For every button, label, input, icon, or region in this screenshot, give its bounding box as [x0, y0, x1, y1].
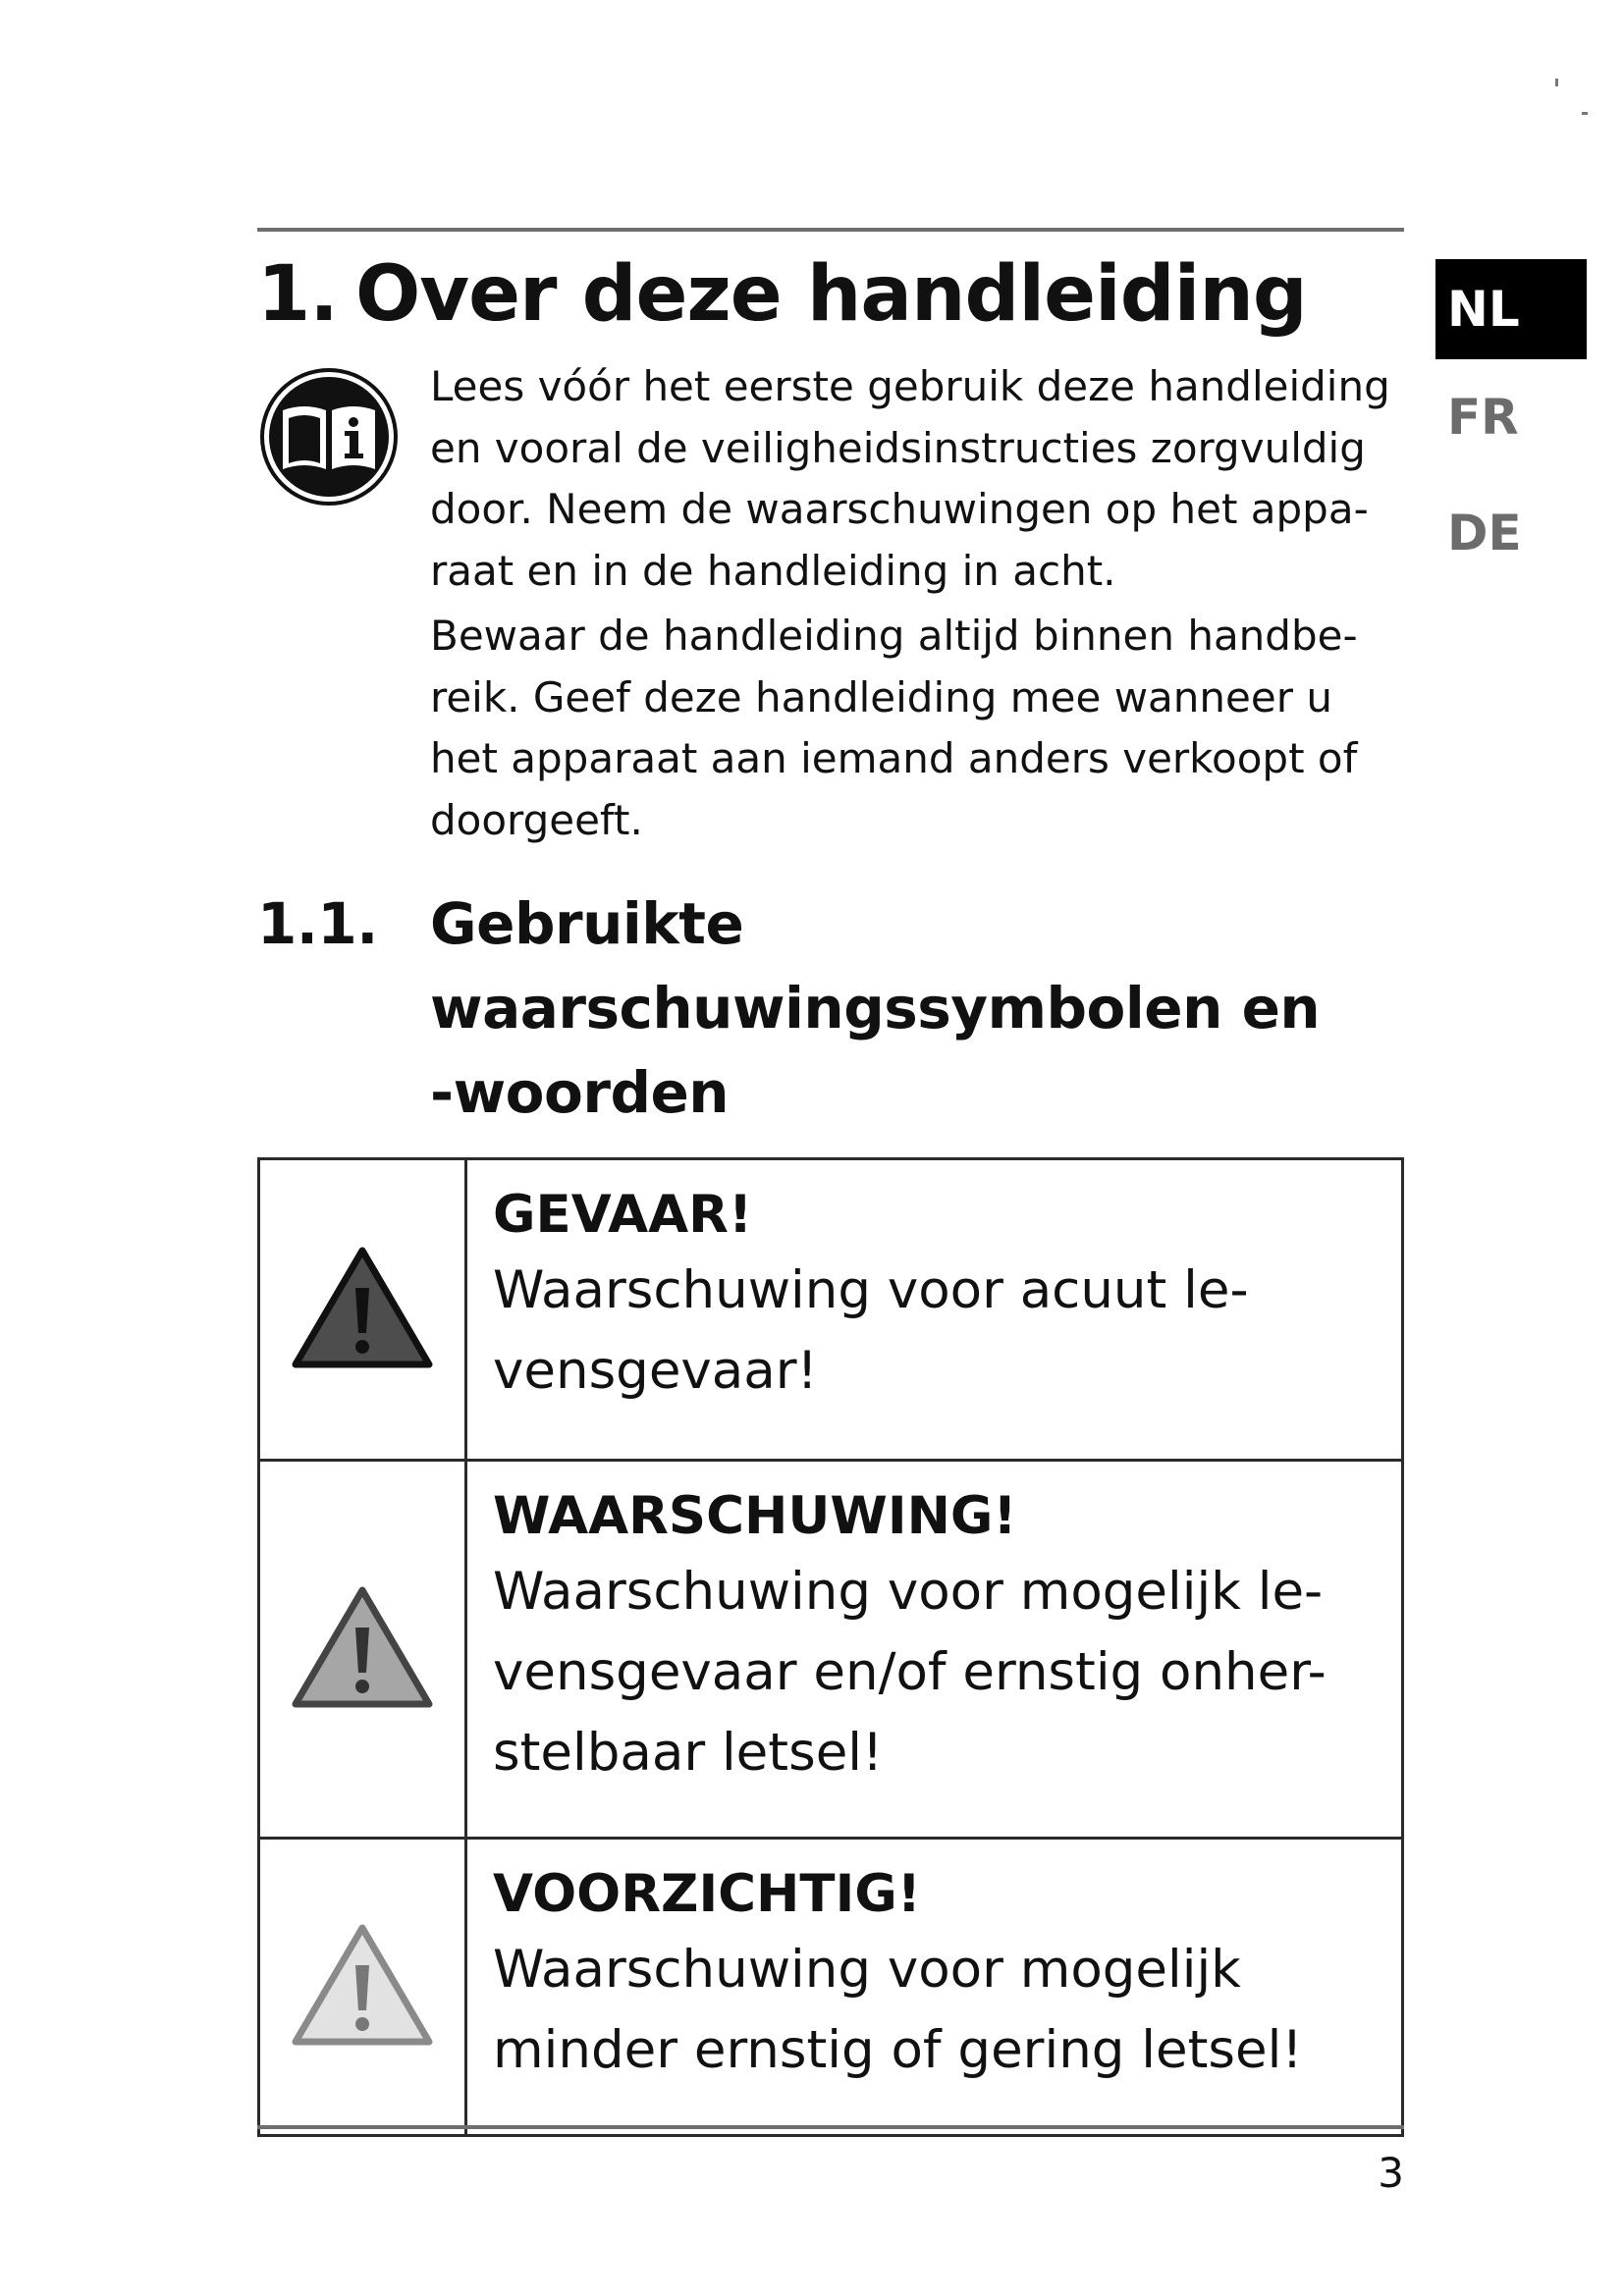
intro-line: raat en in de handleiding in acht. — [430, 546, 1116, 595]
warning-triangle-dark-icon — [291, 1245, 434, 1370]
intro-line: doorgeeft. — [430, 795, 643, 844]
warning-triangle-medium-icon — [291, 1584, 434, 1710]
scan-mark — [1555, 79, 1558, 86]
intro-line: het apparaat aan iemand anders verkoopt of — [430, 734, 1358, 782]
intro-line: en vooral de veiligheidsinstructies zorgvuldig — [430, 423, 1366, 472]
signal-description: Waarschuwing voor mogelijk le- vensgevaar en/of ernstig onher- stelbaar letsel! — [493, 1562, 1326, 1783]
scan-mark — [1582, 112, 1588, 115]
warning-icon-cell — [259, 1461, 466, 1839]
top-rule — [257, 228, 1404, 232]
section-heading — [257, 247, 1377, 342]
subsection-title-line: waarschuwingssymbolen en — [430, 975, 1321, 1041]
subsection-title-line: Gebruikte — [430, 890, 744, 957]
warning-text-cell — [466, 1839, 1403, 2136]
signal-word-caution: VOORZICHTIG! — [493, 1864, 921, 1924]
page-number: 3 — [1378, 2149, 1404, 2197]
bottom-rule — [257, 2125, 1404, 2129]
language-tab-fr[interactable]: FR — [1447, 389, 1519, 446]
signal-word-danger: GEVAAR! — [493, 1185, 753, 1245]
language-tab-nl[interactable]: NL — [1435, 259, 1587, 359]
signal-word-warning: WAARSCHUWING! — [493, 1486, 1017, 1546]
intro-line: reik. Geef deze handleiding mee wanneer u — [430, 672, 1332, 721]
language-tab-de[interactable]: DE — [1447, 505, 1522, 561]
warning-symbols-table — [257, 1157, 1404, 2137]
warning-text-cell — [466, 1159, 1403, 1461]
warning-icon-cell — [259, 1839, 466, 2136]
manual-info-icon — [259, 367, 399, 507]
signal-description: Waarschuwing voor acuut le- vensgevaar! — [493, 1260, 1249, 1401]
section-title: Over deze handleiding — [355, 250, 1307, 339]
warning-icon-cell — [259, 1159, 466, 1461]
warning-row-warning — [259, 1461, 1403, 1839]
intro-text — [430, 356, 1412, 851]
warning-triangle-light-icon — [291, 1922, 434, 2048]
subsection-title-line: -woorden — [430, 1059, 730, 1126]
section-number: 1. — [257, 250, 338, 339]
warning-row-danger — [259, 1159, 1403, 1461]
subsection-number: 1.1. — [257, 890, 378, 957]
signal-description: Waarschuwing voor mogelijk minder ernstig of gering letsel! — [493, 1940, 1303, 2080]
intro-line: Lees vóór het eerste gebruik deze handleiding — [430, 362, 1390, 410]
language-tabs — [1435, 259, 1587, 591]
intro-line: Bewaar de handleiding altijd binnen handbe- — [430, 612, 1358, 660]
warning-text-cell — [466, 1461, 1403, 1839]
warning-row-caution — [259, 1839, 1403, 2136]
subsection-title — [430, 881, 1412, 1135]
intro-line: door. Neem de waarschuwingen op het appa- — [430, 485, 1369, 533]
